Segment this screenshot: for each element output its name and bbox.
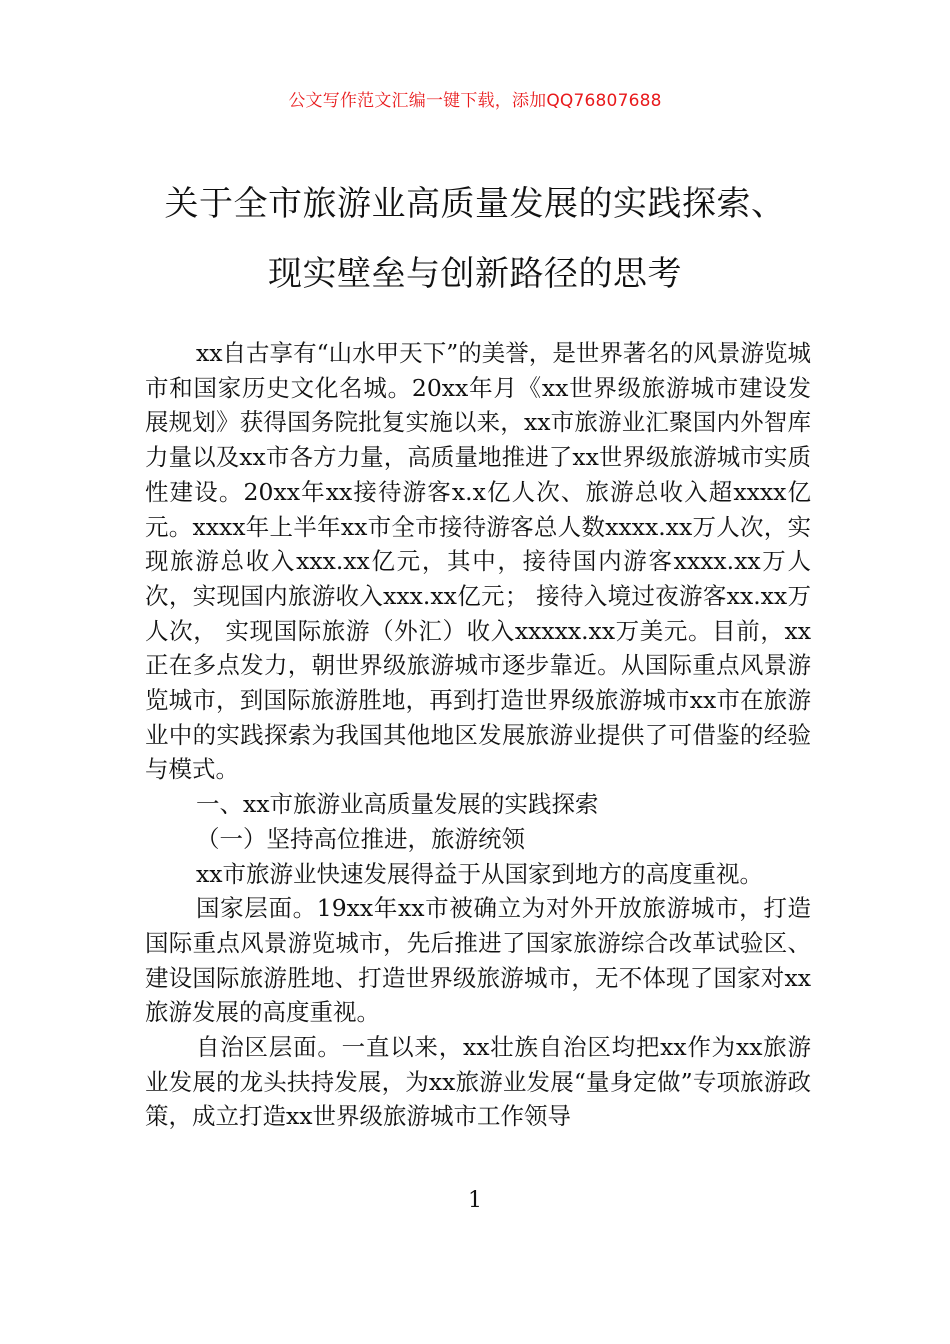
- download-banner[interactable]: 公文写作范文汇编一键下载，添加QQ76807688: [288, 91, 662, 111]
- document-title-line-1: 关于全市旅游业高质量发展的实践探索、: [164, 184, 786, 224]
- region-level-paragraph: 自治区层面。一直以来，xx壮族自治区均把xx作为xx旅游业发展的龙头扶持发展，为xx旅游业发展“量身定做”专项旅游政策，成立打造xx世界级旅游城市工作领导: [145, 1033, 811, 1131]
- page-number: 1: [468, 1188, 482, 1213]
- document-title-line-2: 现实壁垒与创新路径的思考: [268, 254, 682, 294]
- document-body: [145, 336, 811, 1134]
- intro-paragraph: xx自古享有“山水甲天下”的美誉，是世界著名的风景游览城市和国家历史文化名城。20xx年月《xx世界级旅游城市建设发展规划》获得国务院批复实施以来，xx市旅游业汇聚国内外智库力量以及xx市各方力量，高质量地推进了xx世界级旅游城市实质性建设。20xx年xx接待游客x.x亿人次、旅游总收入超xxxx亿元。xxxx年上半年xx市全市接待游客总人数xxxx.xx万人次，实现旅游总收入xxx.xx亿元，其中，接待国内游客xxxx.xx万人次，实现国内旅游收入xxx.xx亿元； 接待入境过夜游客xx.xx万人次， 实现国际旅游（外汇）收入xxxxx.xx万美元。目前，xx正在多点发力，朝世界级旅游城市逐步靠近。从国际重点风景游览城市，到国际旅游胜地，再到打造世界级旅游城市xx市在旅游业中的实践探索为我国其他地区发展旅游业提供了可借鉴的经验与模式。: [145, 339, 811, 784]
- subsection-1-heading: （一）坚持高位推进，旅游统领: [196, 824, 525, 853]
- national-level-paragraph: 国家层面。19xx年xx市被确立为对外开放旅游城市，打造国际重点风景游览城市，先后推进了国家旅游综合改革试验区、建设国际旅游胜地、打造世界级旅游城市，无不体现了国家对xx旅游发展的高度重视。: [145, 894, 811, 1027]
- section-1-heading: 一、xx市旅游业高质量发展的实践探索: [196, 790, 599, 819]
- support-paragraph: xx市旅游业快速发展得益于从国家到地方的高度重视。: [196, 859, 764, 888]
